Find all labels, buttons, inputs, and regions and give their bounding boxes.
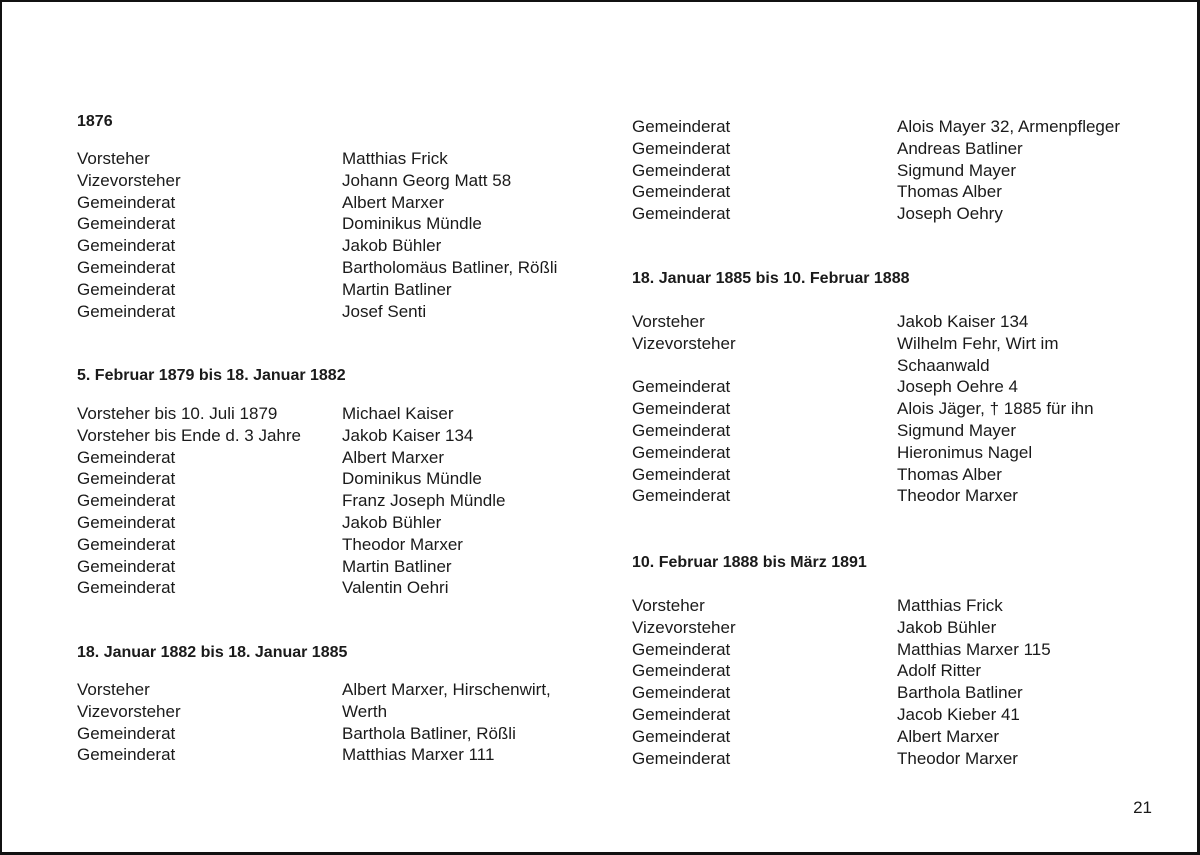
role-label: Gemeinderat [632,204,731,224]
role-label: Gemeinderat [77,257,176,277]
person-name: Barthola Batliner [897,683,1023,703]
role-label: Gemeinderat [632,748,731,768]
role-label: Vizevorsteher [632,333,736,353]
person-name: Andreas Batliner [897,138,1023,158]
list-item [77,403,617,425]
role-label: Gemeinderat [77,534,176,554]
person-name: Alois Mayer 32, Armenpfleger [897,117,1120,136]
council-list [632,116,1172,225]
person-name: Jakob Kaiser 134 [342,425,474,445]
list-item [632,355,1172,377]
person-name: Albert Marxer [342,447,445,467]
list-item [632,464,1172,486]
list-item [632,160,1172,182]
list-item [77,534,617,556]
council-list [77,403,617,599]
section-heading: 18. Januar 1885 bis 10. Februar 1888 [632,270,910,287]
person-name: Albert Marxer [897,726,1000,746]
list-item [632,311,1172,333]
person-name: Werth [342,701,388,721]
role-label: Gemeinderat [632,639,731,659]
role-label: Vizevorsteher [632,617,736,637]
list-item [77,447,617,469]
role-label: Gemeinderat [77,723,176,743]
list-item [632,617,1172,639]
council-list [77,148,617,322]
role-label: Gemeinderat [77,279,176,299]
person-name: Dominikus Mündle [342,469,482,489]
list-item [77,192,617,214]
role-label: Gemeinderat [77,236,176,256]
section-heading: 10. Februar 1888 bis März 1891 [632,554,867,571]
list-item [632,398,1172,420]
list-item [77,257,617,279]
list-item [77,723,617,745]
list-item [77,577,617,599]
person-name: Matthias Marxer 115 [897,639,1051,659]
role-label: Gemeinderat [77,469,176,489]
section-1876 [77,112,617,322]
page-number: 21 [1133,798,1152,817]
list-item [632,138,1172,160]
list-item [77,744,617,766]
person-name: Jakob Bühler [342,512,442,532]
person-name: Johann Georg Matt 58 [342,170,512,190]
role-label: Gemeinderat [632,661,731,681]
role-label: Gemeinderat [632,486,731,506]
list-item [632,639,1172,661]
list-item [632,420,1172,442]
person-name: Schaanwald [897,355,990,375]
role-label: Vorsteher [632,596,705,615]
person-name: Adolf Ritter [897,661,982,681]
list-item [77,301,617,323]
person-name: Theodor Marxer [897,486,1018,506]
role-label: Vorsteher bis 10. Juli 1879 [77,404,278,423]
person-name: Barthola Batliner, Rößli [342,723,516,743]
person-name: Bartholomäus Batliner, Rößli [342,257,558,277]
list-item [77,679,617,701]
role-label: Gemeinderat [77,447,176,467]
list-item [77,279,617,301]
person-name: Alois Jäger, † 1885 für ihn [897,399,1094,419]
person-name: Joseph Oehry [897,204,1003,224]
person-name: Hieronimus Nagel [897,442,1033,462]
list-item [632,181,1172,203]
role-label: Gemeinderat [632,182,731,202]
role-label: Gemeinderat [632,377,731,397]
person-name: Dominikus Mündle [342,214,482,234]
council-list [632,595,1172,769]
role-label: Gemeinderat [632,160,731,180]
role-label: Gemeinderat [77,491,176,511]
list-item [77,701,617,723]
role-label: Gemeinderat [632,420,731,440]
section-1882-1885 [77,643,617,766]
section-heading: 1876 [77,113,113,130]
person-name: Matthias Frick [897,596,1003,615]
list-item [77,213,617,235]
role-label: Gemeinderat [632,704,731,724]
role-label: Gemeinderat [77,214,176,234]
list-item [632,203,1172,225]
list-item [632,485,1172,507]
list-item [77,170,617,192]
list-item [632,333,1172,355]
role-label: Gemeinderat [77,745,176,765]
list-item [632,116,1172,138]
role-label: Gemeinderat [632,117,731,136]
person-name: Jacob Kieber 41 [897,704,1020,724]
person-name: Martin Batliner [342,279,452,299]
list-item [77,148,617,170]
person-name: Wilhelm Fehr, Wirt im [897,333,1059,353]
section-1885-1888 [632,269,1172,507]
role-label: Vorsteher [632,312,705,331]
role-label: Vorsteher [77,680,150,699]
section-heading: 18. Januar 1882 bis 18. Januar 1885 [77,644,348,661]
person-name: Jakob Bühler [897,617,997,637]
person-name: Jakob Kaiser 134 [897,312,1029,331]
list-item [632,748,1172,770]
person-name: Matthias Frick [342,149,448,168]
person-name: Albert Marxer [342,192,445,212]
list-item [632,682,1172,704]
section-1888-1891 [632,553,1172,769]
person-name: Theodor Marxer [342,534,463,554]
list-item [632,442,1172,464]
list-item [632,726,1172,748]
list-item [77,512,617,534]
role-label: Vizevorsteher [77,701,181,721]
role-label [632,355,897,377]
person-name: Martin Batliner [342,556,452,576]
list-item [632,660,1172,682]
person-name: Matthias Marxer 111 [342,745,495,765]
list-item [77,556,617,578]
person-name: Josef Senti [342,301,427,321]
role-label: Gemeinderat [77,192,176,212]
person-name: Theodor Marxer [897,748,1018,768]
list-item [632,704,1172,726]
section-heading: 5. Februar 1879 bis 18. Januar 1882 [77,367,346,384]
person-name: Thomas Alber [897,464,1002,484]
role-label: Gemeinderat [77,512,176,532]
role-label: Gemeinderat [632,726,731,746]
section-1882-1885-continued [632,116,1172,225]
person-name: Franz Joseph Mündle [342,491,506,511]
person-name: Albert Marxer, Hirschenwirt, [342,680,551,699]
list-item [77,490,617,512]
list-item [632,595,1172,617]
person-name: Sigmund Mayer [897,420,1017,440]
role-label: Gemeinderat [77,301,176,321]
person-name: Sigmund Mayer [897,160,1017,180]
list-item [77,235,617,257]
role-label: Vizevorsteher [77,170,181,190]
section-1879-1882 [77,366,617,599]
role-label: Vorsteher [77,149,150,168]
person-name: Thomas Alber [897,182,1002,202]
person-name: Jakob Bühler [342,236,442,256]
council-list [77,679,617,766]
list-item [77,425,617,447]
role-label: Gemeinderat [77,578,176,598]
role-label: Gemeinderat [632,399,731,419]
person-name: Joseph Oehre 4 [897,377,1018,397]
role-label: Vorsteher bis Ende d. 3 Jahre [77,425,301,445]
role-label: Gemeinderat [632,138,731,158]
list-item [77,468,617,490]
list-item [632,376,1172,398]
council-list [632,311,1172,507]
role-label: Gemeinderat [632,442,731,462]
person-name: Valentin Oehri [342,578,449,598]
role-label: Gemeinderat [632,683,731,703]
role-label: Gemeinderat [77,556,176,576]
person-name: Michael Kaiser [342,404,454,423]
role-label: Gemeinderat [632,464,731,484]
